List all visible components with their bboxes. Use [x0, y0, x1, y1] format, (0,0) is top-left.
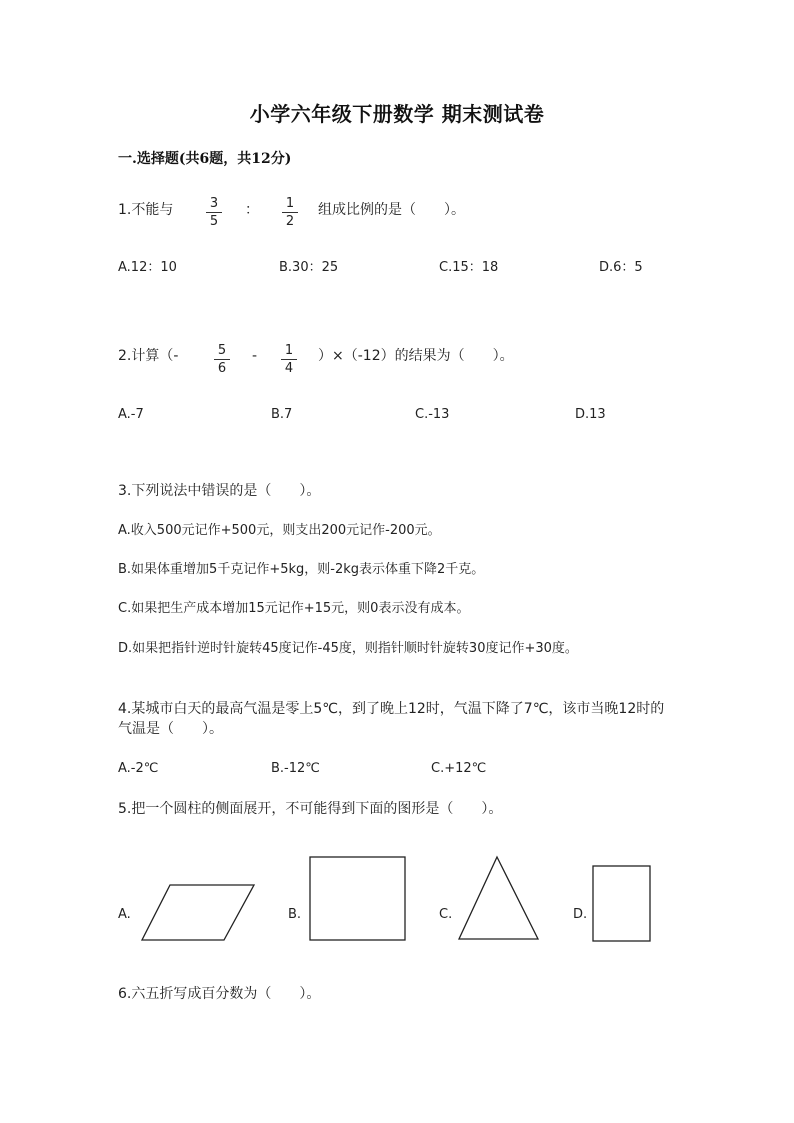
q5-option-a[interactable]: A.: [118, 907, 131, 922]
q3-option-d[interactable]: D.如果把指针逆时针旋转45度记作-45度，则指针顺时针旋转30度记作+30度。: [118, 641, 578, 656]
q1-frac1-numerator: 3: [209, 196, 219, 211]
q1-frac2-denominator: 2: [285, 214, 295, 229]
q4-stem: 4.某城市白天的最高气温是零上5℃，到了晚上12时，气温下降了7℃，该市当晚12时的气温是（ ）。: [118, 701, 665, 737]
q5-option-c[interactable]: C.: [439, 907, 453, 922]
q2-frac1-denominator: 6: [217, 361, 227, 376]
q1-option-a[interactable]: A.12：10: [118, 260, 177, 275]
q1-stem-prefix: 1.不能与: [118, 202, 174, 218]
q2-stem-suffix: ）×（-12）的结果为（ ）。: [318, 348, 514, 364]
tall-rectangle-figure: [592, 865, 652, 943]
q2-option-b[interactable]: B.7: [271, 407, 293, 422]
page-title: 小学六年级下册数学 期末测试卷: [249, 102, 545, 126]
q1-option-d[interactable]: D.6：5: [599, 260, 643, 275]
q2-minus: -: [252, 348, 258, 364]
q2-fraction-1: [211, 343, 233, 376]
q5-option-b[interactable]: B.: [288, 907, 302, 922]
q3-stem: 3.下列说法中错误的是（ ）。: [118, 483, 321, 499]
q2-option-a[interactable]: A.-7: [118, 407, 144, 422]
q2-stem-prefix: 2.计算（-: [118, 348, 179, 364]
q2-frac2-denominator: 4: [284, 361, 294, 376]
q2-option-c[interactable]: C.-13: [415, 407, 450, 422]
q4-option-c[interactable]: C.+12℃: [431, 761, 487, 776]
q1-fraction-2: [279, 196, 301, 229]
q6-stem: 6.六五折写成百分数为（ ）。: [118, 986, 321, 1002]
q1-frac2-numerator: 1: [285, 196, 295, 211]
q1-fraction-1: [203, 196, 225, 229]
q4-option-b[interactable]: B.-12℃: [271, 761, 320, 776]
q2-frac1-numerator: 5: [217, 343, 227, 358]
section-heading: 一.选择题(共6题，共12分): [118, 151, 292, 167]
q1-stem-suffix: 组成比例的是（ ）。: [318, 202, 465, 218]
q1-option-c[interactable]: C.15：18: [439, 260, 499, 275]
q3-option-b[interactable]: B.如果体重增加5千克记作+5kg，则-2kg表示体重下降2千克。: [118, 562, 485, 577]
q2-frac2-numerator: 1: [284, 343, 294, 358]
q5-stem: 5.把一个圆柱的侧面展开，不可能得到下面的图形是（ ）。: [118, 801, 503, 817]
q3-option-c[interactable]: C.如果把生产成本增加15元记作+15元，则0表示没有成本。: [118, 601, 470, 616]
q1-option-b[interactable]: B.30：25: [279, 260, 339, 275]
triangle-figure: [457, 856, 541, 942]
rectangle-figure: [309, 856, 407, 942]
q5-option-d[interactable]: D.: [573, 907, 588, 922]
q2-fraction-2: [278, 343, 300, 376]
q1-frac1-denominator: 5: [209, 214, 219, 229]
q3-option-a[interactable]: A.收入500元记作+500元，则支出200元记作-200元。: [118, 523, 441, 538]
q4-option-a[interactable]: A.-2℃: [118, 761, 159, 776]
q2-option-d[interactable]: D.13: [575, 407, 606, 422]
parallelogram-figure: [140, 884, 256, 942]
q1-colon: ：: [245, 202, 259, 218]
